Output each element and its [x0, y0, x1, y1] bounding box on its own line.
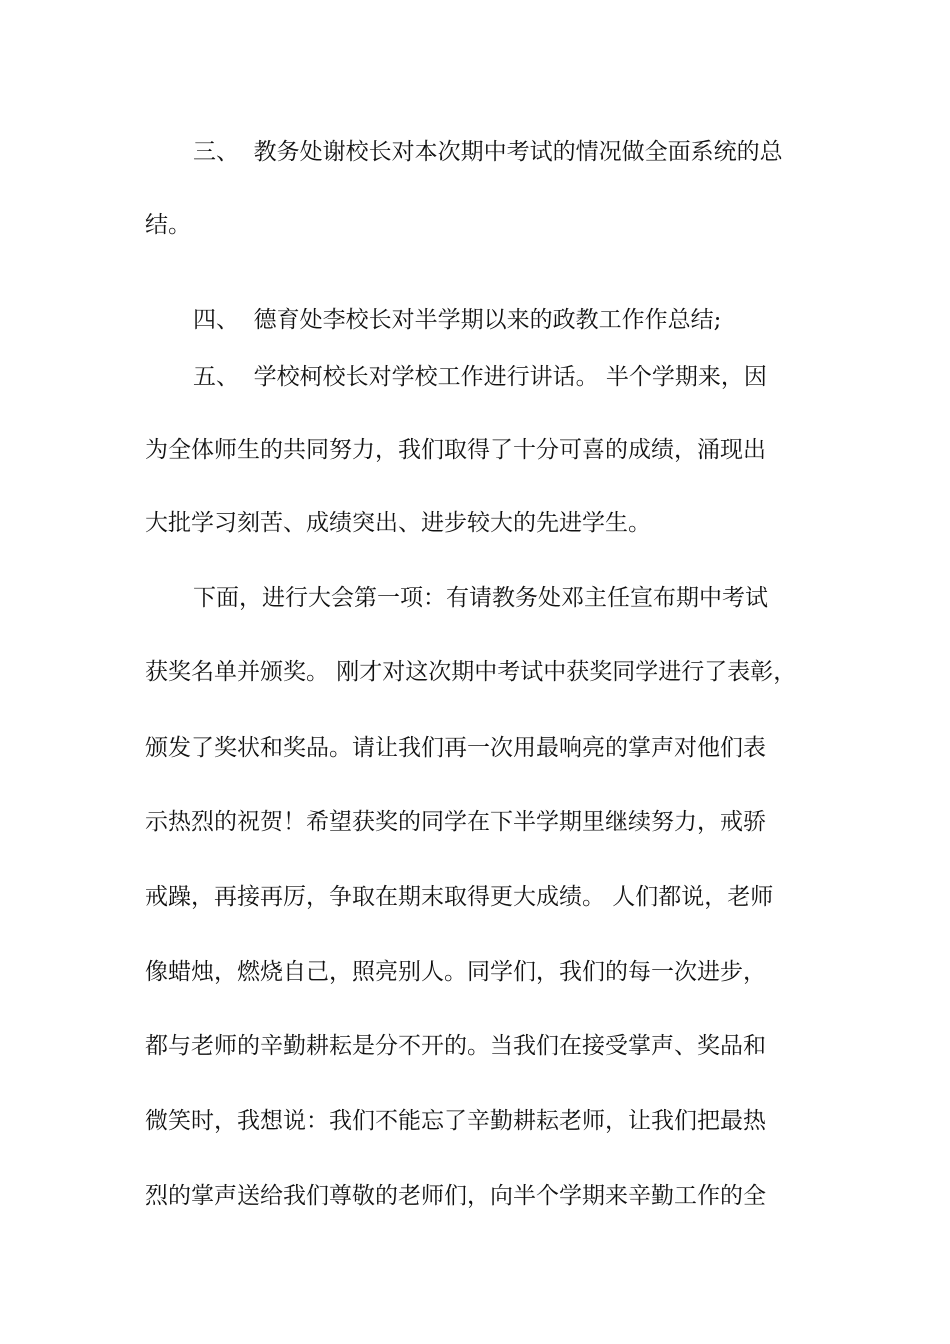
text-line-8: 获奖名单并颁奖。 刚才对这次期中考试中获奖同学进行了表彰，	[145, 659, 797, 685]
text-line-9: 颁发了奖状和奖品。请让我们再一次用最响亮的掌声对他们表	[145, 735, 766, 761]
text-line-11: 戒躁，再接再厉，争取在期末取得更大成绩。 人们都说，老师	[145, 884, 774, 910]
text-line-15: 烈的掌声送给我们尊敬的老师们，向半个学期来辛勤工作的全	[145, 1183, 766, 1209]
text-line-2: 结。	[145, 212, 191, 238]
text-line-5: 为全体师生的共同努力，我们取得了十分可喜的成绩，涌现出	[145, 437, 766, 463]
text-line-1: 三、 教务处谢校长对本次期中考试的情况做全面系统的总	[193, 139, 783, 165]
text-line-4: 五、 学校柯校长对学校工作进行讲话。 半个学期来，因	[193, 364, 767, 390]
text-line-12: 像蜡烛，燃烧自己，照亮别人。同学们，我们的每一次进步，	[145, 959, 766, 985]
text-line-10: 示热烈的祝贺！希望获奖的同学在下半学期里继续努力，戒骄	[145, 809, 766, 835]
text-line-13: 都与老师的辛勤耕耘是分不开的。当我们在接受掌声、奖品和	[145, 1033, 766, 1059]
text-line-3: 四、 德育处李校长对半学期以来的政教工作作总结;	[193, 307, 722, 333]
text-line-7: 下面，进行大会第一项：有请教务处邓主任宣布期中考试	[193, 585, 768, 611]
text-line-6: 大批学习刻苦、成绩突出、进步较大的先进学生。	[145, 510, 651, 536]
text-line-14: 微笑时，我想说：我们不能忘了辛勤耕耘老师，让我们把最热	[145, 1108, 766, 1134]
